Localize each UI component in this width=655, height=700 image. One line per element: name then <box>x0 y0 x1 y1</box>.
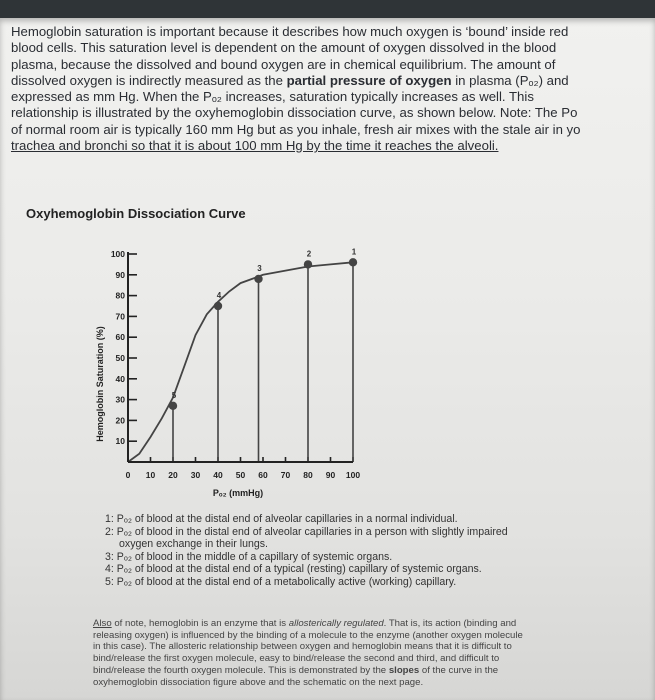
data-point-2 <box>304 260 312 268</box>
x-tick-label: 70 <box>280 470 291 480</box>
y-tick-label: 10 <box>115 436 125 447</box>
y-tick-label: 90 <box>115 269 125 280</box>
y-axis-title: Hemoglobin Saturation (%) <box>95 326 105 442</box>
intro-line: relationship is illustrated by the oxyhemoglobin dissociation curve, as shown below. Note: The Po <box>11 105 578 121</box>
note-text: . That is, its action (binding and <box>383 618 517 629</box>
intro-text: dissolved oxygen is indirectly measured as the <box>11 72 287 88</box>
legend-item-2: 2: Pₒ₂ of blood in the distal end of alveolar capillaries in a person with slightly impaired <box>105 525 508 538</box>
intro-line: of normal room air is typically 160 mm Hg but as you inhale, fresh air mixes with the stale air in yo <box>11 121 581 137</box>
intro-bold-term: partial pressure of oxygen <box>286 72 452 88</box>
note-line: in this case). The allosteric relationship between oxygen and hemoglobin means that it is difficult to <box>93 641 512 653</box>
intro-text: in plasma (Pₒ₂) and <box>451 72 569 88</box>
intro-line: Hemoglobin saturation is important because it describes how much oxygen is ‘bound’ inside red <box>11 24 569 39</box>
intro-line: plasma, because the dissolved and bound oxygen are in chemical equilibrium. The amount of <box>11 56 556 72</box>
intro-line <box>11 73 655 89</box>
note-text: Also <box>93 618 112 629</box>
document-page <box>0 18 655 700</box>
data-point-5 <box>169 402 177 410</box>
x-tick-label: 40 <box>213 470 223 480</box>
note-italic: allosterically regulated <box>288 618 384 629</box>
intro-line: expressed as mm Hg. When the Pₒ₂ increases, saturation typically increases as well. This <box>11 89 534 105</box>
data-point-label-3: 3 <box>257 263 262 273</box>
x-tick-label: 50 <box>235 470 246 480</box>
x-tick-label: 30 <box>190 470 201 480</box>
y-tick-label: 60 <box>115 332 125 343</box>
intro-line: blood cells. This saturation level is dependent on the amount of oxygen dissolved in the blood <box>11 40 557 56</box>
note-text: of the curve in the <box>419 664 499 676</box>
y-tick-label: 50 <box>115 353 125 363</box>
note-line <box>93 618 613 630</box>
y-tick-label: 20 <box>115 415 125 426</box>
x-tick-label: 80 <box>303 470 313 480</box>
intro-line: trachea and bronchi so that it is about 100 mm Hg by the time it reaches the alveoli. <box>11 138 499 154</box>
x-tick-label: 20 <box>168 470 178 480</box>
note-line <box>93 665 613 677</box>
data-point-label-1: 1 <box>351 247 357 257</box>
data-point-3 <box>254 275 262 283</box>
data-point-4 <box>214 302 222 310</box>
data-point-label-2: 2 <box>306 249 312 259</box>
legend-item-2-cont: oxygen exchange in their lungs. <box>119 538 269 551</box>
data-point-label-4: 4 <box>216 291 222 300</box>
dissociation-curve <box>128 262 353 462</box>
intro-paragraph <box>11 24 655 154</box>
x-tick-label: 100 <box>345 470 361 480</box>
x-axis-title: Pₒ₂ (mmHg) <box>212 488 264 498</box>
note-line: releasing oxygen) is influenced by the binding of a molecule to the enzyme (another oxygen molecule <box>93 629 523 641</box>
note-line: bind/release the first oxygen molecule, easy to bind/release the second and third, and difficult to <box>93 653 500 665</box>
legend-item-1: 1: Pₒ₂ of blood at the distal end of alveolar capillaries in a normal individual. <box>105 513 458 525</box>
y-tick-label: 30 <box>115 394 125 405</box>
x-tick-label: 10 <box>145 470 156 480</box>
x-tick-label: 90 <box>325 470 336 480</box>
chart-title: Oxyhemoglobin Dissociation Curve <box>26 206 246 221</box>
note-text: of note, hemoglobin is an enzyme that is <box>111 618 289 629</box>
dissociation-chart <box>78 214 378 504</box>
x-tick-label: 60 <box>258 470 268 480</box>
note-line: oxyhemoglobin dissociation figure above and the schematic on the next page. <box>93 676 424 688</box>
y-tick-label: 80 <box>115 290 125 301</box>
allosteric-note <box>93 618 613 688</box>
data-point-1 <box>349 258 357 266</box>
legend-item-4: 4: Pₒ₂ of blood at the distal end of a typical (resting) capillary of systemic organs. <box>105 563 482 576</box>
point-legend <box>105 513 508 589</box>
note-bold: slopes <box>388 664 420 676</box>
x-tick-label: 0 <box>125 470 131 480</box>
legend-item-3: 3: Pₒ₂ of blood in the middle of a capillary of systemic organs. <box>105 550 393 563</box>
y-tick-label: 100 <box>110 249 125 259</box>
data-point-label-5: 5 <box>171 390 177 400</box>
legend-item-5: 5: Pₒ₂ of blood at the distal end of a metabolically active (working) capillary. <box>105 575 457 588</box>
note-text: bind/release the fourth oxygen molecule. This is demonstrated by the <box>93 664 389 676</box>
y-tick-label: 70 <box>115 311 125 322</box>
y-tick-label: 40 <box>115 373 125 384</box>
